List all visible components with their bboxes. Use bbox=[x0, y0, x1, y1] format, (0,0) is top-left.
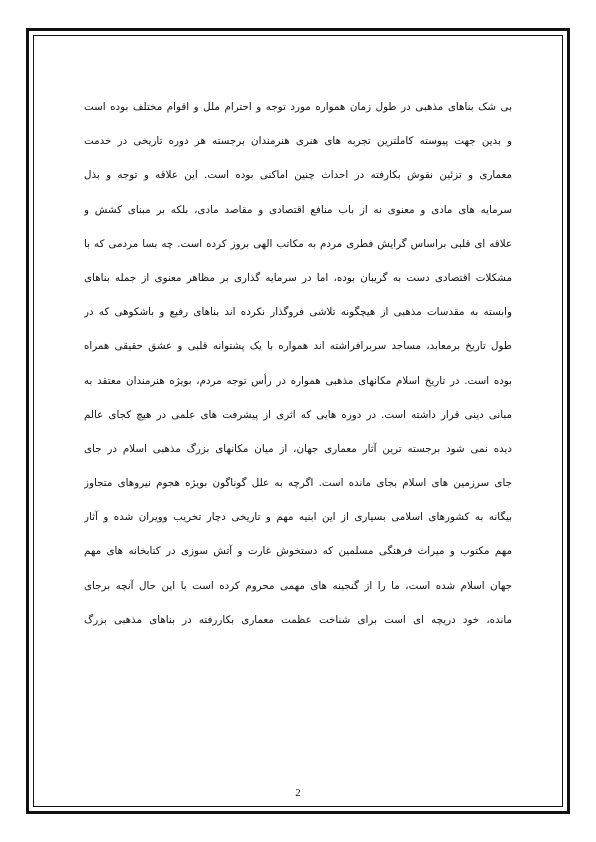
page-number: 2 bbox=[295, 787, 301, 799]
text-line: بی شک بناهای مذهبی در طول زمان همواره مورد توجه و احترام ملل و اقوام مختلف بوده است bbox=[84, 101, 512, 113]
text-line: جهان اسلام شده است، ما را از گنجینه های مهمی محروم کرده است با این حال آنچه برجای bbox=[84, 579, 512, 592]
text-line: دیده نمی شود برجسته ترین آثار معماری جهان، از میان مکانهای بزرگ مذهبی اسلام در جای bbox=[84, 442, 512, 455]
text-line: معماری و تزئین نقوش بکارفته در احداث چنین اماکنی بوده است. این علاقه و توجه و بذل bbox=[84, 169, 512, 182]
text-line: و بدین جهت پیوسته کاملترین تجربه های هنری هنرمندان برجسته هر دوره تاریخی در خدمت bbox=[84, 135, 512, 148]
text-line: وابسته به مقدسات مذهبی از هیچگونه تلاشی فروگذار نکرده اند بناهای رفیع و باشکوهی که در bbox=[84, 306, 512, 319]
body-text bbox=[84, 94, 512, 641]
text-line: علاقه ای قلبی براساس گرایش فطری مردم به مکاتب الهی بروز کرده است. چه بسا مردمی که با bbox=[84, 237, 512, 250]
text-line: بوده است. در تاریخ اسلام مکانهای مذهبی همواره در رأس توجه مردم، بویژه هنرمندان معتقد به bbox=[84, 374, 512, 387]
text-line: مانده، خود دریچه ای است برای شناخت عظمت معماری بکاررفته در بناهای مذهبی بزرگ bbox=[84, 613, 512, 626]
text-line: طول تاریخ برمعابد، مساجد سربرافراشته اند همواره با یک پشتوانه قلبی و عشق حقیقی همراه bbox=[84, 340, 512, 353]
text-line: مهم مکتوب و میراث فرهنگی مسلمین که دستخوش غارت و آتش سوزی در کتابخانه های مهم bbox=[84, 545, 512, 558]
text-line: بیگانه به کشورهای اسلامی بسیاری از این ابنیه مهم و تاریخی دچار تخریب وویران شده و آثار bbox=[84, 511, 512, 524]
text-line: جای سرزمین های اسلام بجای مانده است. اگرچه به علل گوناگون بویژه هجوم نیروهای متجاوز bbox=[84, 477, 512, 490]
text-line: مبانی دینی قرار داشته است. در دوره هایی که اثری از پیشرفت های علمی در هیچ کجای عالم bbox=[84, 408, 512, 421]
text-line: سرمایه های مادی و معنوی نه از باب منافع اقتصادی و مقاصد مادی، بلکه بر مبنای کشش و bbox=[84, 203, 512, 216]
text-line: مشکلات اقتصادی دست به گریبان بوده، اما در سرمایه گذاری بر مظاهر معنوی از جمله بناهای bbox=[84, 271, 512, 284]
